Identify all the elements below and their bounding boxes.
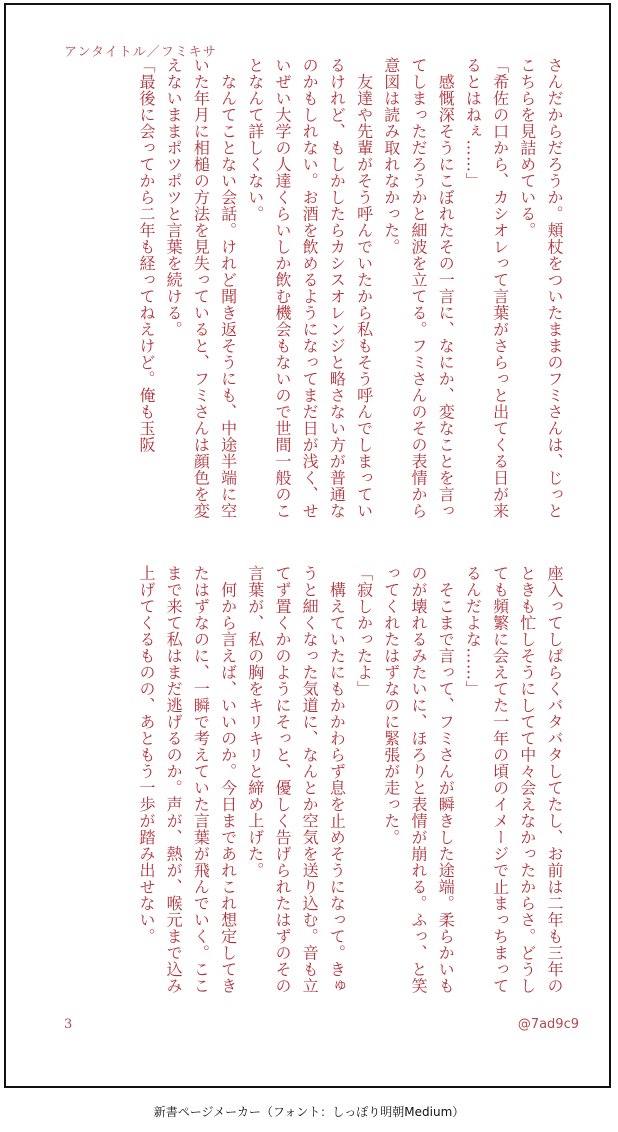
paragraph: なんてことない会話。けれど聞き返そうにも、中途半端に空いた年月に相槌の方法を見失っていると、フミさんは顔色を変えないままポツポツと言葉を続ける。 [164,57,238,519]
author-handle: @7ad9c9 [517,1017,579,1032]
text-block-top [136,57,568,527]
page-number: 3 [64,1017,73,1032]
paragraph: 何から言えば、いいのか。今日まであれこれ想定してきたはずなのに、一瞬で考えていた言葉が飛んでいく。ここまで来て私はまだ逃げるのか。声が、熱が、喉元まで込み上げてくるものの、あともう一歩が踏み出せない。 [136,565,238,994]
paragraph: 「希佐の口から、カシオレって言葉がさらっと出てくる日が来るとはねぇ……」 [463,57,510,519]
paragraph: 「寂しかったよ」 [354,565,374,697]
paragraph: 感慨深そうにこぼれたその一言に、なにか、変なことを言ってしまっただろうかと細波を立てる。フミさんのその表情から意図は読み取れなかった。 [381,57,456,519]
paragraph: そこまで言って、フミさんが瞬きした途端。柔らかいものが壊れるみたいに、ほろりと表情が崩れる。ふっ、と笑ってくれたはずなのに緊張が走った。 [381,565,456,994]
paragraph: 構えていたにもかかわらず息を止めそうになって。きゅうと細くなった気道に、なんとか空気を送り込む。音も立てず置くかのようにそっと、優しく告げられたはずのその言葉が、私の胸をキリキリと締め上げた。 [245,565,347,994]
novel-page [4,3,611,1088]
paragraph: 「最後に会ってから二年も経ってねえけど。俺も玉阪 [136,57,156,453]
paragraph: 座入ってしばらくバタバタしてたし、お前は二年も三年のときも忙しそうにしてて中々会えなかったからさ。どうしても頻繁に会えてた一年の頃のイメージで止まっちまってるんだよな……」 [463,565,564,994]
text-block-bottom [62,565,568,999]
paragraph: 友達や先輩がそう呼んでいたから私もそう呼んでしまっているけれど、もしかしたらカシスオレンジと略さない方が普通なのかもしれない。お酒を飲めるようになってまだ日が浅く、せいぜい大学の人達くらいしか飲む機会もないので世間一般のことなんて詳しくない。 [245,57,374,519]
footer-caption: 新書ページメーカー（フォント：しっぽり明朝Medium） [153,1105,465,1119]
paragraph: さんだからだろうか。頬杖をついたままのフミさんは、じっとこちらを見詰めている。 [517,57,564,519]
page-header-title: アンタイトル／フミキサ [64,45,217,60]
